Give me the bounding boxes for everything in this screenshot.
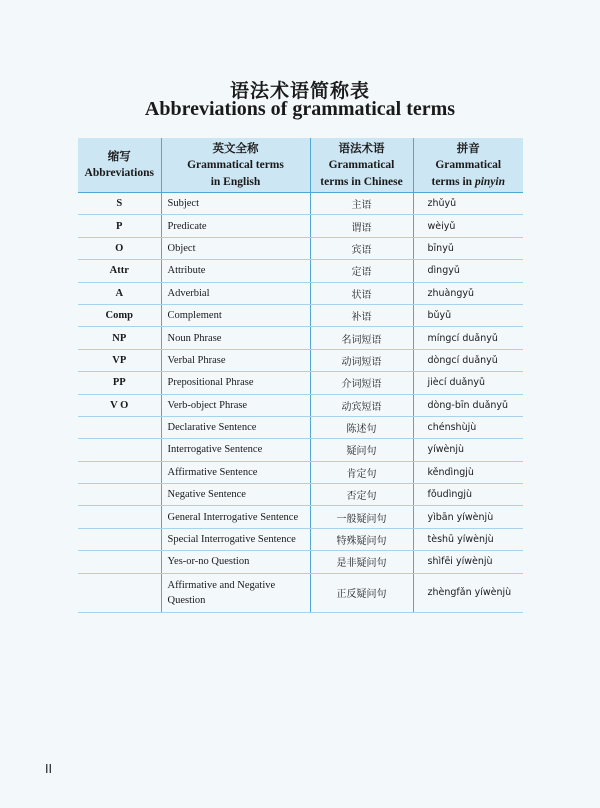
pinyin-term-cell: dòng-bīn duǎnyǔ — [413, 394, 523, 416]
table-row — [78, 349, 523, 371]
abbreviation-cell: Attr — [78, 260, 161, 282]
table-row — [78, 551, 523, 573]
pinyin-term-cell: kěndìngjù — [413, 461, 523, 483]
abbreviation-cell: S — [78, 193, 161, 215]
chinese-term-cell: 动宾短语 — [310, 394, 413, 416]
page-number: II — [45, 762, 53, 776]
table-row — [78, 327, 523, 349]
english-term-cell: Verbal Phrase — [161, 349, 310, 371]
table-row — [78, 484, 523, 506]
abbreviation-cell: NP — [78, 327, 161, 349]
abbreviation-cell — [78, 573, 161, 612]
table-row — [78, 215, 523, 237]
english-term-cell: Noun Phrase — [161, 327, 310, 349]
abbreviation-cell — [78, 484, 161, 506]
chinese-term-cell: 名词短语 — [310, 327, 413, 349]
table-row — [78, 304, 523, 326]
chinese-term-cell: 特殊疑问句 — [310, 528, 413, 550]
chinese-term-cell: 谓语 — [310, 215, 413, 237]
header-english-terms-cn: 英文全称 — [212, 140, 259, 155]
chinese-term-cell: 肯定句 — [310, 461, 413, 483]
english-term-cell: Object — [161, 237, 310, 259]
english-term-cell: Special Interrogative Sentence — [161, 528, 310, 550]
header-pinyin-terms-italic: pinyin — [474, 175, 505, 188]
chinese-term-cell: 主语 — [310, 193, 413, 215]
table-row — [78, 237, 523, 259]
pinyin-term-cell: dìngyǔ — [413, 260, 523, 282]
english-term-cell: Affirmative Sentence — [161, 461, 310, 483]
english-term-cell: Interrogative Sentence — [161, 439, 310, 461]
pinyin-term-cell: yíwènjù — [413, 439, 523, 461]
table-row — [78, 394, 523, 416]
abbreviation-cell: V O — [78, 394, 161, 416]
pinyin-term-cell: bǔyǔ — [413, 304, 523, 326]
abbreviations-table — [78, 138, 523, 613]
table-row — [78, 439, 523, 461]
table-row — [78, 193, 523, 215]
abbreviation-cell — [78, 461, 161, 483]
abbreviation-cell: Comp — [78, 304, 161, 326]
pinyin-term-cell: míngcí duǎnyǔ — [413, 327, 523, 349]
table-row — [78, 461, 523, 483]
abbreviation-cell: VP — [78, 349, 161, 371]
english-term-cell: General Interrogative Sentence — [161, 506, 310, 528]
english-term-cell: Yes-or-no Question — [161, 551, 310, 573]
header-pinyin-terms-line2 — [414, 174, 524, 191]
table-row — [78, 282, 523, 304]
chinese-term-cell: 状语 — [310, 282, 413, 304]
table-row — [78, 528, 523, 550]
header-abbreviations-cn: 缩写 — [107, 149, 131, 163]
english-term-cell: Declarative Sentence — [161, 416, 310, 438]
table-row — [78, 416, 523, 438]
abbreviation-cell — [78, 506, 161, 528]
header-pinyin-terms-cn: 拼音 — [456, 140, 480, 155]
header-pinyin-terms — [413, 138, 523, 193]
abbreviation-cell — [78, 528, 161, 550]
pinyin-term-cell: dòngcí duǎnyǔ — [413, 349, 523, 371]
english-term-cell: Affirmative and Negative Question — [161, 573, 310, 612]
pinyin-term-cell: yìbān yíwènjù — [413, 506, 523, 528]
chinese-term-cell: 一般疑问句 — [310, 506, 413, 528]
pinyin-term-cell: shìfēi yíwènjù — [413, 551, 523, 573]
header-chinese-terms-line1: Grammatical — [328, 158, 395, 171]
pinyin-term-cell: chénshùjù — [413, 416, 523, 438]
abbreviation-cell: P — [78, 215, 161, 237]
table-row — [78, 506, 523, 528]
header-chinese-terms — [310, 138, 413, 193]
chinese-term-cell: 动词短语 — [310, 349, 413, 371]
header-abbreviations — [78, 138, 161, 193]
header-chinese-terms-cn: 语法术语 — [338, 140, 385, 155]
table-header-row — [78, 138, 523, 193]
header-abbreviations-en: Abbreviations — [84, 167, 154, 179]
chinese-term-cell: 介词短语 — [310, 372, 413, 394]
english-term-cell: Verb-object Phrase — [161, 394, 310, 416]
english-term-cell: Adverbial — [161, 282, 310, 304]
chinese-term-cell: 疑问句 — [310, 439, 413, 461]
english-term-cell: Complement — [161, 304, 310, 326]
english-term-cell: Prepositional Phrase — [161, 372, 310, 394]
pinyin-term-cell: fǒudìngjù — [413, 484, 523, 506]
abbreviation-cell — [78, 416, 161, 438]
header-english-terms — [161, 138, 310, 193]
header-english-terms-line2: in English — [210, 175, 261, 188]
header-pinyin-terms-line1: Grammatical — [435, 158, 502, 171]
chinese-term-cell: 是非疑问句 — [310, 551, 413, 573]
chinese-term-cell: 定语 — [310, 260, 413, 282]
chinese-term-cell: 宾语 — [310, 237, 413, 259]
chinese-term-cell: 补语 — [310, 304, 413, 326]
pinyin-term-cell: zhuàngyǔ — [413, 282, 523, 304]
header-chinese-terms-line2: terms in Chinese — [320, 175, 403, 188]
pinyin-term-cell: jiècí duǎnyǔ — [413, 372, 523, 394]
abbreviation-cell: O — [78, 237, 161, 259]
header-pinyin-terms-prefix: terms in — [431, 175, 473, 188]
page-title-english: Abbreviations of grammatical terms — [144, 98, 456, 120]
pinyin-term-cell: zhèngfǎn yíwènjù — [413, 573, 523, 612]
pinyin-term-cell: wèiyǔ — [413, 215, 523, 237]
abbreviation-cell — [78, 551, 161, 573]
chinese-term-cell: 正反疑问句 — [310, 573, 413, 612]
table-row — [78, 260, 523, 282]
header-english-terms-line1: Grammatical terms — [187, 158, 284, 171]
table-body — [78, 193, 523, 613]
english-term-cell: Negative Sentence — [161, 484, 310, 506]
pinyin-term-cell: zhǔyǔ — [413, 193, 523, 215]
abbreviation-cell: PP — [78, 372, 161, 394]
chinese-term-cell: 否定句 — [310, 484, 413, 506]
english-term-cell: Predicate — [161, 215, 310, 237]
page-title-chinese: 语法术语简称表 — [229, 80, 370, 102]
pinyin-term-cell: tèshū yíwènjù — [413, 528, 523, 550]
english-term-cell: Subject — [161, 193, 310, 215]
chinese-term-cell: 陈述句 — [310, 416, 413, 438]
table-row — [78, 372, 523, 394]
abbreviation-cell: A — [78, 282, 161, 304]
abbreviation-cell — [78, 439, 161, 461]
pinyin-term-cell: bīnyǔ — [413, 237, 523, 259]
english-term-cell: Attribute — [161, 260, 310, 282]
table-row — [78, 573, 523, 612]
